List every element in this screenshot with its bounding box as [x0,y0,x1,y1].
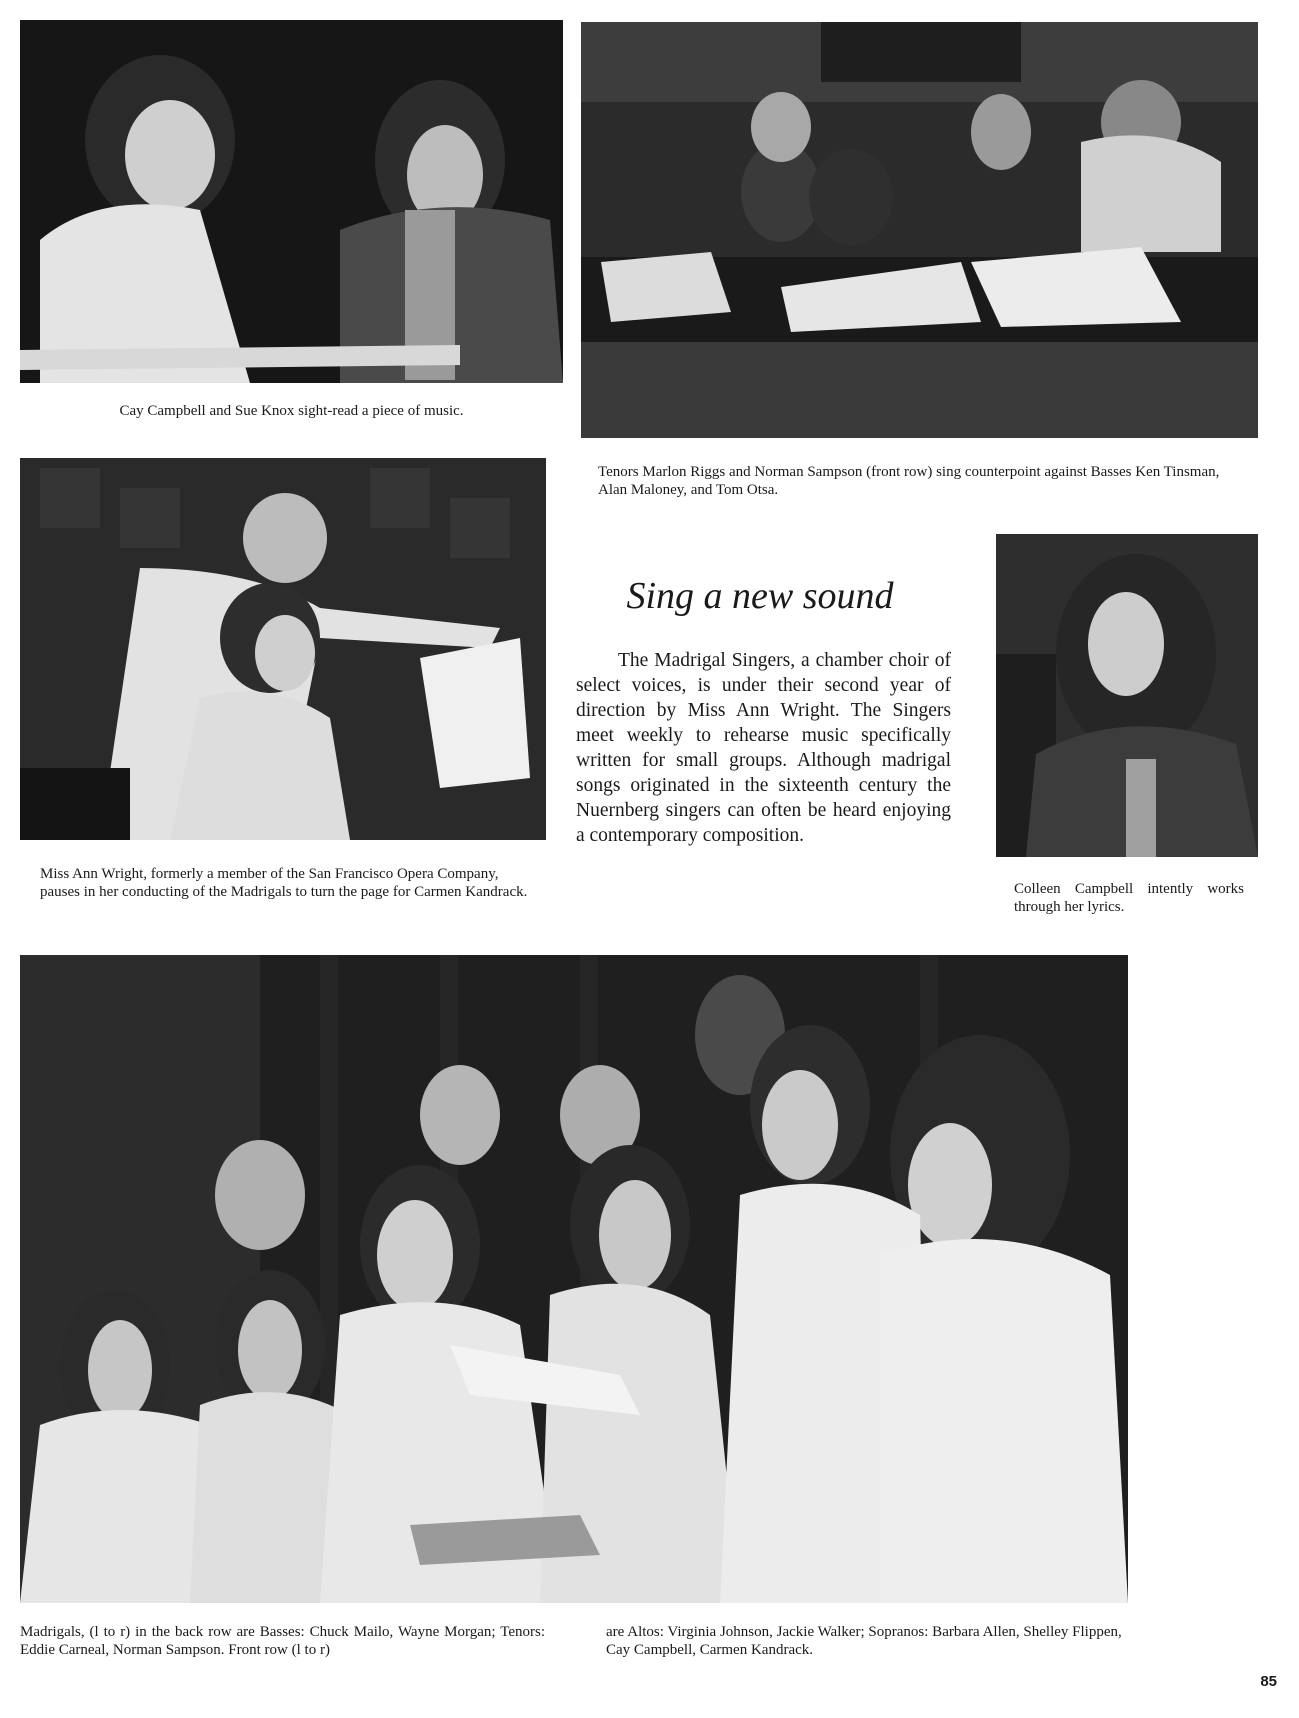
photo-sight-reading [20,20,563,383]
photo-tenors-basses-caption: Tenors Marlon Riggs and Norman Sampson (front row) sing counterpoint against Basses Ken Tinsman, Alan Maloney, and Tom Otsa. [598,464,1220,498]
photo-ann-wright-caption: Miss Ann Wright, formerly a member of the San Francisco Opera Company, pauses in her conducting of the Madrigals to turn the page for Carmen Kandrack. [40,866,528,900]
photo-sight-reading-caption: Cay Campbell and Sue Knox sight-read a piece of music. [119,403,464,419]
photo-tenors-basses [581,22,1258,438]
photo-madrigals-group [20,955,1128,1603]
photo-ann-wright [20,458,546,840]
photo-madrigals-caption-right: are Altos: Virginia Johnson, Jackie Walker; Sopranos: Barbara Allen, Shelley Flippen, Cay Campbell, Carmen Kandrack. [606,1624,1122,1658]
page-number: 85 [1260,1673,1277,1690]
article-body: The Madrigal Singers, a chamber choir of select voices, is under their second year of direction by Miss Ann Wright. The Singers meet weekly to rehearse music specifically written for small groups. Although madrigal songs originated in the sixteenth century the Nuernberg singers can often be heard enjoying a contemporary composition. [576,650,951,846]
photo-colleen-campbell [996,534,1258,857]
photo-madrigals-caption-left: Madrigals, (l to r) in the back row are Basses: Chuck Mailo, Wayne Morgan; Tenors: Eddie Carneal, Norman Sampson. Front row (l to r) [20,1624,545,1658]
article-title: Sing a new sound [626,575,894,617]
photo-colleen-campbell-caption: Colleen Campbell intently works through her lyrics. [1014,881,1244,915]
